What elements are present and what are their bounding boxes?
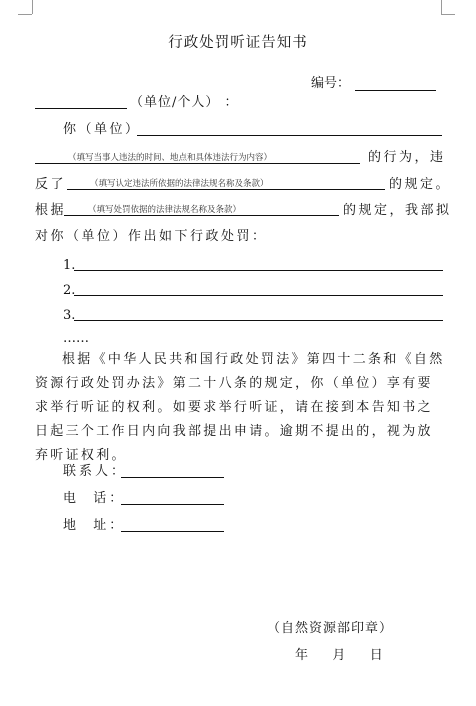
contact-blank[interactable] [121, 477, 224, 478]
penalty-item-3-blank[interactable] [74, 320, 443, 321]
basis-prefix: 根据 [35, 203, 67, 218]
phone-blank[interactable] [121, 504, 224, 505]
violate-hint: （填写认定违法所依据的法律法规名称及条款） [90, 179, 269, 189]
recipient-suffix: （单位/个人） ： [130, 95, 239, 110]
serial-label: 编号： [311, 76, 351, 91]
seal-text: （自然资源部印章） [267, 621, 394, 636]
page-corner-mark-right [441, 0, 442, 14]
contact-label: 联系人： [63, 464, 128, 479]
basis-hint: （填写处罚依据的法律法规名称及条款） [88, 205, 242, 215]
you-unit-label: 你（单位） [63, 122, 141, 137]
violate-prefix: 反了 [35, 177, 67, 192]
basis-suffix: 的规定，我部拟 [343, 203, 452, 218]
recipient-blank[interactable] [35, 108, 127, 109]
address-blank[interactable] [121, 531, 224, 532]
penalty-item-2-blank[interactable] [74, 295, 443, 296]
notice-paragraph: 根据《中华人民共和国行政处罚法》第四十二条和《自然资源行政处罚办法》第二十八条的规定，你（单位）享有要求举行听证的权利。如要求举行听证，请在接到本告知书之日起三个工作日内向我部提出申请。逾期不提出的，视为放弃听证权利。 [35, 352, 445, 463]
page-corner-mark-left [32, 0, 33, 14]
penalty-item-1-blank[interactable] [74, 270, 443, 271]
violate-suffix: 的规定。 [389, 177, 452, 192]
page-corner-mark-left-h [18, 14, 32, 15]
date-line: 年 月 日 [295, 648, 386, 663]
fact-suffix: 的行为，违 [368, 150, 446, 165]
penalty-item-3-number: 3. [63, 308, 76, 323]
ellipsis: …… [63, 331, 89, 346]
address-label: 地 址： [63, 518, 126, 533]
penalty-item-2-number: 2. [63, 283, 76, 298]
serial-number-blank[interactable] [355, 90, 436, 91]
phone-label: 电 话： [63, 491, 126, 506]
decision-line: 对你（单位）作出如下行政处罚： [35, 229, 268, 244]
page-corner-mark-right-h [441, 14, 455, 15]
document-title: 行政处罚听证告知书 [168, 35, 308, 51]
penalty-item-1-number: 1. [63, 258, 76, 273]
you-unit-blank[interactable] [137, 135, 442, 136]
fact-hint: （填写当事人违法的时间、地点和具体违法行为内容） [68, 153, 273, 163]
